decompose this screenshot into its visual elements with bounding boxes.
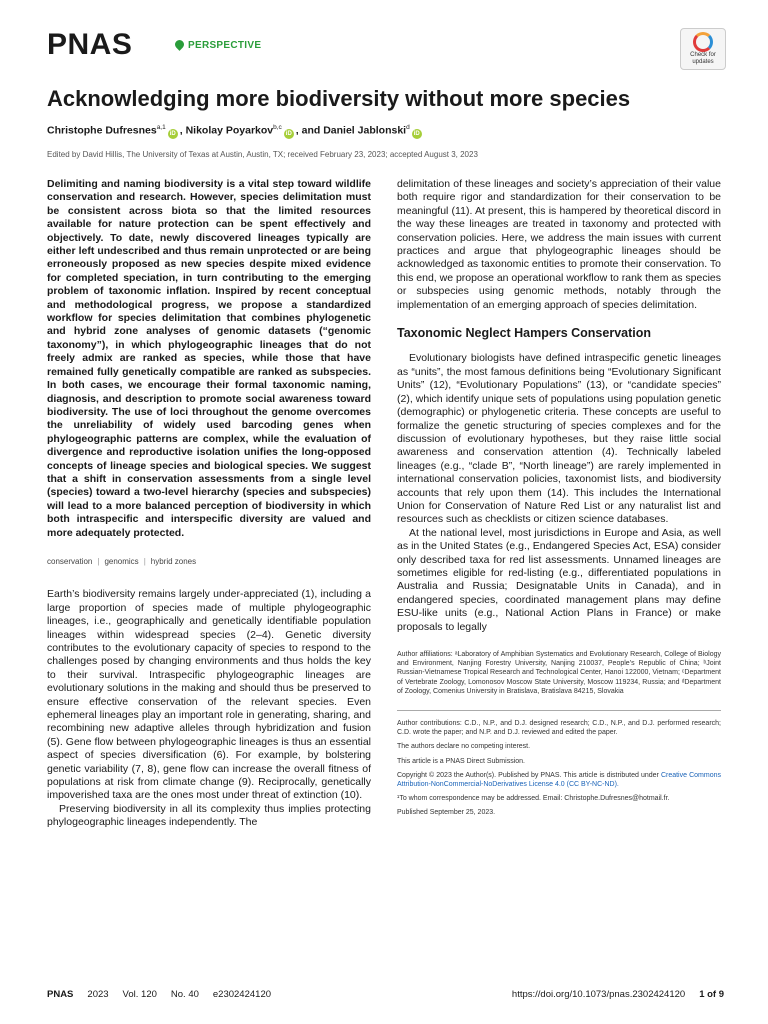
keyword[interactable]: genomics bbox=[104, 556, 139, 566]
footer-number: No. 40 bbox=[170, 989, 199, 1000]
journal-logo[interactable]: PNAS bbox=[47, 28, 133, 61]
footer-journal: PNAS bbox=[47, 989, 74, 1000]
copyright-text: Copyright © 2023 the Author(s). Published by PNAS. This article is distributed under bbox=[397, 771, 659, 779]
body-paragraph: At the national level, most jurisdictions in Europe and Asia, as well as in the United States (e.g., Endangered Species Act, ESA) consider only described taxa for red list assessments. Unnamed lineages are sometimes eligible for red-listing (e.g., differentiated populations in Australia and Russia; Designatable Units in Canada), and in endangered species, coordinated management plans may define ESU-like units (e.g., National Action Plans in France) or make proposals to legally bbox=[397, 526, 721, 633]
author-list bbox=[47, 124, 727, 139]
orcid-icon[interactable]: iD bbox=[413, 130, 420, 137]
orcid-icon[interactable]: iD bbox=[285, 130, 292, 137]
leaf-icon bbox=[173, 38, 186, 51]
check-for-updates-badge[interactable] bbox=[680, 28, 726, 70]
author-name[interactable]: Nikolay Poyarkov bbox=[185, 124, 274, 137]
copyright-note bbox=[397, 771, 721, 789]
article-title: Acknowledging more biodiversity without more species bbox=[47, 86, 631, 111]
check-for-updates-text: Check for updates bbox=[690, 52, 716, 65]
footer-right bbox=[512, 989, 724, 1000]
correspondence-note: ¹To whom correspondence may be addressed. Email: Christophe.Dufresnes@hotmail.fr. bbox=[397, 795, 670, 803]
article-type-label bbox=[175, 40, 261, 51]
competing-interest: The authors declare no competing interest. bbox=[397, 743, 531, 751]
published-date: Published September 25, 2023. bbox=[397, 809, 496, 817]
section-heading: Taxonomic Neglect Hampers Conservation bbox=[397, 326, 652, 341]
body-paragraph: delimitation of these lineages and society’s appreciation of their value both require rigor and standardization for their conservation to be meaningful (11). At present, this is hampered by theoretical discord in the way these lineages are treated in taxonomy and protected with conservation policies. Here, we address the main issues with current practices and argue that phylogeographic lineages should be acknowledged as taxonomic entities to promote their conservation. To this end, we propose an operational workflow to rank them as species or subspecies using genomic methods, notably through the implementation of an emerging approach of species delimitation. bbox=[397, 178, 721, 311]
author-name[interactable]: Daniel Jablonski bbox=[323, 124, 407, 137]
author-affiliation-marker: b,c bbox=[273, 124, 282, 131]
keyword[interactable]: hybrid zones bbox=[150, 556, 197, 566]
body-paragraph: Earth’s biodiversity remains largely under-appreciated (1), including a large proportion of species made of multiple phylogeographic lineages, i.e., geographically and genetically identifiable population lineages within widespread species (2–4). Genetic diversity contributes to the evolutionary capacity of species to respond to the challenges posed by changing environments and thus holds the key to their survival. Intraspecific phylogeographic lineages are evolutionary solutions in the making and should thus be preserved to ensure effective conservation of the relevant species. Even ephemeral lineages play an important role in generating, sharing, and recombining new adaptive alleles through hybridization and fusion (5). Gene flow between phylogeographic lineages is thus an essential aspect of species diversification (6). For example, by bolstering genetic variability (7, 8), gene flow can increase the overall fitness of populations at risk from climate change (9). Reciprocally, genetically impoverished taxa are the ones most under threat of extinction (10). bbox=[47, 588, 371, 802]
keywords: conservation | genomics | hybrid zones bbox=[47, 556, 197, 566]
license-link[interactable]: Creative Commons Attribution-NonCommercial-NoDerivatives License 4.0 (CC BY-NC-ND). bbox=[397, 771, 721, 789]
page-number: 1 of 9 bbox=[699, 989, 724, 1000]
orcid-icon[interactable]: iD bbox=[169, 130, 176, 137]
footer-volume: Vol. 120 bbox=[122, 989, 157, 1000]
author-name[interactable]: Christophe Dufresnes bbox=[47, 124, 157, 137]
citation-line bbox=[47, 989, 285, 1000]
body-paragraph: Preserving biodiversity in all its complexity thus implies protecting phylogeographic lineages independently. The bbox=[47, 802, 371, 829]
keyword[interactable]: conservation bbox=[47, 556, 93, 566]
author-affiliation-marker: d bbox=[406, 124, 410, 131]
page-footer bbox=[47, 989, 724, 1000]
author-separator: , and bbox=[295, 124, 324, 137]
submission-note: This article is a PNAS Direct Submission. bbox=[397, 757, 525, 765]
crossmark-icon bbox=[693, 32, 713, 52]
doi-link[interactable]: https://doi.org/10.1073/pnas.2302424120 bbox=[511, 989, 686, 1000]
abstract: Delimiting and naming biodiversity is a vital step toward wildlife conservation and research. However, species delimitation must be consistent across biota so that the limited resources available for nature protection can be spent effectively and objectively. To date, newly discovered lineages typically are either left undescribed and thus remain unprotected or are being erroneously proposed as new species despite mixed evidence for completed speciation, in turn contributing to the emerging problem of taxonomic inflation. Inspired by recent conceptual and methodological progress, we propose a standardized workflow for species delimitation that combines phylogenetic and hybrid zone analyses of genomic datasets (“genomic taxonomy”), in which phylogeographic lineages that do not freely admix are ranked as species, while those that have remained fully genetically compatible are ranked as subspecies. In both cases, we encourage their formal taxonomic naming, diagnosis, and description to promote social awareness toward biodiversity. The use of loci throughout the genome overcomes the unreliability of widely used barcoding genes when phylogeographic patterns are complex, while the evaluation of divergence and reproductive isolation unifies the long-opposed concepts of lineage species and biological species. We suggest that a shift in conservation assessments from a single level (species) toward a two-level hierarchy (species and subspecies) will lead to a more balanced perception of biodiversity in which both intraspecific and interspecific diversity are valued and more adequately protected. bbox=[47, 178, 371, 539]
author-affiliation-marker: a,1 bbox=[156, 124, 166, 131]
footer-article-id: e2302424120 bbox=[212, 989, 272, 1000]
right-column bbox=[397, 178, 721, 823]
body-paragraph: Evolutionary biologists have defined intraspecific genetic lineages as “units”, the most famous definitions being “Evolutionary Significant Units” (12), “Evolutionary Populations” (13), or “candidate species” (2), which identify unique sets of populations using population genetic (demographic) or phylogenetic criteria. These concepts are useful to formalize the genetic structuring of species complexes and for the discussion of evolutionary hypotheses, but they raise little social awareness and conservation attention (4). Technically labeled lineages (e.g., “clade B”, “North lineage”) are rarely implemented in international conservation policies, taxonomist lists, and biodiversity accounts that rely upon them (14). This includes the International Union for Conservation of Nature Red List or any naturalist list and resources such as checklists or citizen science databases. bbox=[397, 352, 721, 526]
article-type-text: PERSPECTIVE bbox=[188, 40, 262, 51]
author-affiliations: Author affiliations: ᵃLaboratory of Amphibian Systematics and Evolutionary Research, College of Biology and Environment, Nanjing Forestry University, Nanjing 210037, People’s Republic of China; ᵇJoint Russian-Vietnamese Tropical Research and Technological Center, Hanoi 122000, Vietnam; ᶜDepartment of Vertebrate Zoology, Lomonosov Moscow State University, Moscow 119234, Russia; and ᵈDepartment of Zoology, Comenius University in Bratislava, Bratislava 84215, Slovakia bbox=[397, 651, 721, 695]
left-column bbox=[47, 178, 371, 830]
footer-year: 2023 bbox=[87, 989, 109, 1000]
author-separator: , bbox=[179, 124, 186, 137]
edited-by-line: Edited by David Hillis, The University of Texas at Austin, Austin, TX; received February 23, 2023; accepted August 3, 2023 bbox=[47, 150, 478, 159]
author-contributions: Author contributions: C.D., N.P., and D.J. designed research; C.D., N.P., and D.J. performed research; C.D. wrote the paper; and N.P. and D.J. reviewed and edited the paper. bbox=[397, 720, 721, 737]
